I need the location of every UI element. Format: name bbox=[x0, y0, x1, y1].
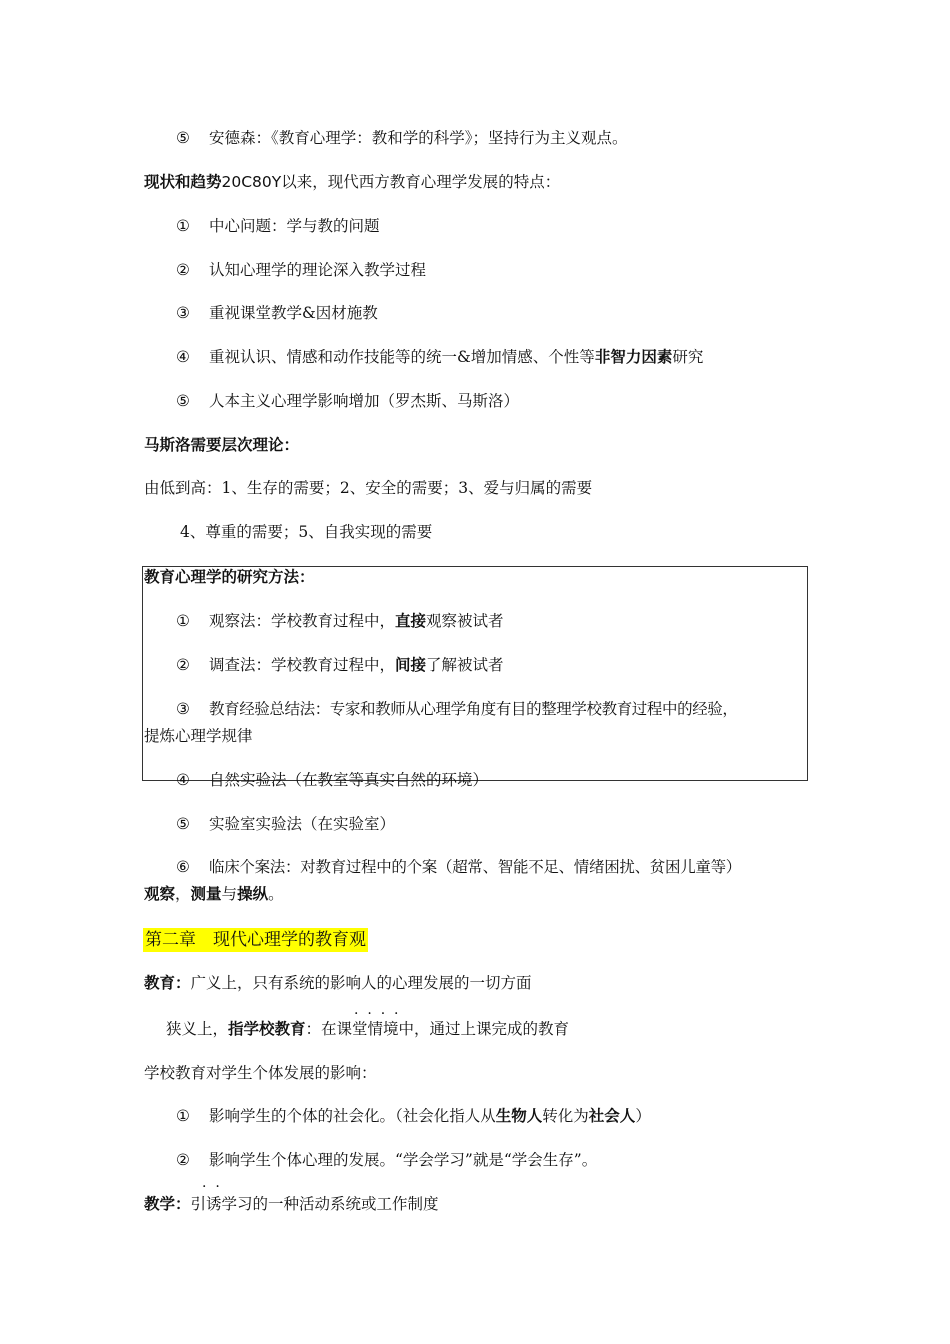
list-number: ④ bbox=[176, 348, 190, 366]
teaching-heading: 教学： bbox=[144, 1195, 191, 1213]
chapter-title: 第二章 现代心理学的教育观 bbox=[145, 930, 366, 950]
list-number: ② bbox=[176, 261, 190, 279]
list-number: ⑤ bbox=[176, 392, 190, 410]
separator: ， bbox=[175, 885, 191, 903]
list-item bbox=[176, 1106, 651, 1126]
list-text: 转化为 bbox=[542, 1107, 589, 1125]
bold-term: 测量 bbox=[190, 885, 222, 903]
list-text: 临床个案法：对教育过程中的个案（超常、智能不足、情绪困扰、贫困儿童等） bbox=[209, 858, 742, 876]
education-narrow-line bbox=[166, 1019, 569, 1039]
bold-term: 非智力因素 bbox=[594, 348, 673, 366]
maslow-line-2: 4、尊重的需要；5、自我实现的需要 bbox=[180, 523, 433, 541]
list-number: ⑤ bbox=[176, 815, 190, 833]
list-item bbox=[176, 128, 628, 148]
list-item bbox=[176, 347, 703, 367]
emphasis-dots: · · · · bbox=[354, 1006, 399, 1022]
list-number: ③ bbox=[176, 700, 190, 718]
teaching-line bbox=[144, 1194, 439, 1214]
list-item bbox=[176, 216, 380, 236]
list-text: 自然实验法（在教室等真实自然的环境） bbox=[209, 771, 489, 789]
education-heading: 教育： bbox=[144, 974, 191, 992]
text: 狭义上， bbox=[166, 1020, 229, 1038]
list-text: 实验室实验法（在实验室） bbox=[209, 815, 396, 833]
list-item bbox=[176, 303, 378, 323]
education-text: 广义上，只有系统的影响人的心理发展的一切方面 bbox=[190, 974, 532, 992]
list-number: ① bbox=[176, 612, 190, 630]
teaching-text: 引诱学习的一种活动系统或工作制度 bbox=[190, 1195, 439, 1213]
list-text: 研究 bbox=[672, 348, 704, 366]
bold-term: 观察 bbox=[144, 885, 176, 903]
list-item-continued: 提炼心理学规律 bbox=[144, 727, 253, 745]
list-item bbox=[176, 857, 741, 877]
list-number: ⑤ bbox=[176, 129, 190, 147]
list-number: ③ bbox=[176, 304, 190, 322]
list-text: 安德森：《教育心理学：教和学的科学》；坚持行为主义观点。 bbox=[209, 129, 628, 147]
list-text: 人本主义心理学影响增加（罗杰斯、马斯洛） bbox=[209, 392, 520, 410]
list-item-continued bbox=[144, 884, 284, 904]
list-text: 了解被试者 bbox=[426, 656, 504, 674]
bold-term: 直接 bbox=[395, 612, 427, 630]
maslow-line-1: 由低到高：1、生存的需要；2、安全的需要；3、爱与归属的需要 bbox=[144, 479, 593, 497]
method-heading: 教育心理学的研究方法： bbox=[144, 568, 315, 586]
list-item bbox=[176, 260, 426, 280]
education-line bbox=[144, 973, 532, 993]
school-heading: 学校教育对学生个体发展的影响： bbox=[144, 1064, 377, 1082]
list-item bbox=[176, 699, 738, 719]
bold-term: 指学校教育 bbox=[228, 1020, 306, 1038]
list-text: 影响学生个体心理的发展。“学会学习”就是“学会生存”。 bbox=[209, 1151, 598, 1169]
list-number: ④ bbox=[176, 771, 190, 789]
bold-term: 社会人 bbox=[588, 1107, 636, 1125]
list-number: ⑥ bbox=[176, 858, 190, 876]
list-item bbox=[176, 814, 395, 834]
list-text: 重视课堂教学&因材施教 bbox=[209, 304, 378, 322]
list-text: 调查法：学校教育过程中， bbox=[209, 656, 396, 674]
list-text: ） bbox=[635, 1107, 651, 1125]
list-item bbox=[176, 391, 519, 411]
trend-year: 20C80Y bbox=[221, 173, 282, 191]
trend-heading: 现状和趋势 bbox=[144, 173, 222, 191]
trend-text: 以来，现代西方教育心理学发展的特点： bbox=[281, 173, 561, 191]
maslow-heading: 马斯洛需要层次理论： bbox=[144, 436, 300, 454]
separator: 。 bbox=[268, 885, 284, 903]
list-text: 重视认识、情感和动作技能等的统一&增加情感、个性等 bbox=[209, 348, 595, 366]
list-number: ② bbox=[176, 1151, 190, 1169]
list-number: ① bbox=[176, 217, 190, 235]
list-number: ① bbox=[176, 1107, 190, 1125]
bold-term: 操纵 bbox=[237, 885, 269, 903]
list-item bbox=[176, 1150, 597, 1170]
list-text: 影响学生的个体的社会化。（社会化指人从 bbox=[209, 1107, 496, 1125]
list-item bbox=[176, 611, 504, 631]
list-text: 中心问题：学与教的问题 bbox=[209, 217, 380, 235]
list-text: 观察法：学校教育过程中， bbox=[209, 612, 396, 630]
list-item bbox=[176, 655, 504, 675]
separator: 与 bbox=[221, 885, 238, 903]
list-item bbox=[176, 770, 488, 790]
trend-heading-line bbox=[144, 172, 560, 192]
list-text: 观察被试者 bbox=[426, 612, 504, 630]
bold-term: 间接 bbox=[395, 656, 427, 674]
bold-term: 生物人 bbox=[495, 1107, 543, 1125]
list-number: ② bbox=[176, 656, 190, 674]
list-text: 认知心理学的理论深入教学过程 bbox=[209, 261, 427, 279]
list-text: 教育经验总结法：专家和教师从心理学角度有目的整理学校教育过程中的经验， bbox=[209, 700, 738, 718]
emphasis-dots: · · bbox=[202, 1179, 220, 1195]
text: ：在课堂情境中，通过上课完成的教育 bbox=[305, 1020, 570, 1038]
